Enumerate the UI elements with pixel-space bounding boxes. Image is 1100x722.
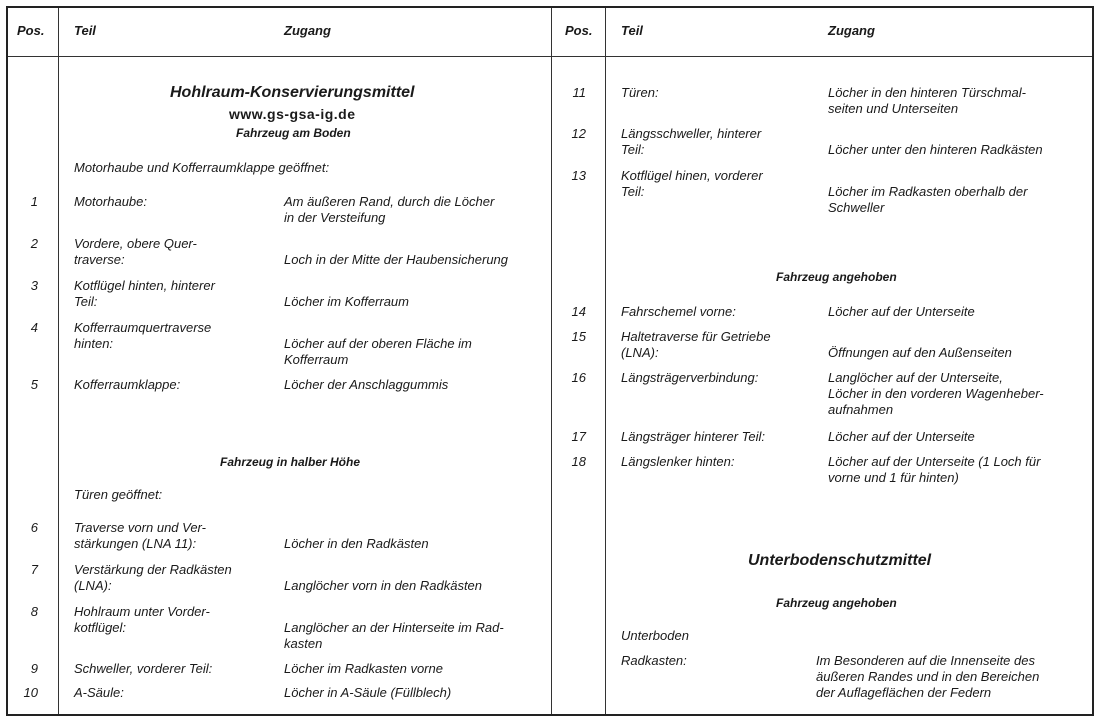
column-divider-center xyxy=(551,8,552,714)
zugang-text: seiten und Unterseiten xyxy=(828,101,959,116)
zugang-text: Löcher auf der Unterseite xyxy=(828,429,975,444)
zugang-text: Öffnungen auf den Außenseiten xyxy=(828,345,1012,360)
teil-text: stärkungen (LNA 11): xyxy=(74,536,197,551)
teil-text: traverse: xyxy=(74,252,125,267)
pos-number: 7 xyxy=(30,562,38,577)
teil-text: Hohlraum unter Vorder- xyxy=(74,604,210,619)
zugang-text: Löcher in den hinteren Türschmal- xyxy=(828,85,1026,100)
pos-number: 1 xyxy=(30,194,38,209)
pos-number: 16 xyxy=(571,370,586,385)
header-teil-right: Teil xyxy=(621,23,643,38)
column-divider-pos-left xyxy=(58,8,59,714)
pos-number: 4 xyxy=(30,320,38,335)
section-fahrzeug-halbe-hoehe: Fahrzeug in halber Höhe xyxy=(220,455,361,469)
pos-number: 12 xyxy=(571,126,586,141)
zugang-text: Löcher unter den hinteren Radkästen xyxy=(828,142,1043,157)
zugang-text: Löcher im Radkasten oberhalb der xyxy=(828,184,1028,199)
zugang-text: Am äußeren Rand, durch die Löcher xyxy=(284,194,495,209)
teil-text: Fahrschemel vorne: xyxy=(621,304,736,319)
teil-text: Türen: xyxy=(621,85,659,100)
teil-text: Kotflügel hinten, hinterer xyxy=(74,278,215,293)
pos-number: 15 xyxy=(571,329,586,344)
pos-number: 13 xyxy=(571,168,586,183)
teil-text: Teil: xyxy=(74,294,98,309)
pos-number: 18 xyxy=(571,454,586,469)
zugang-text: in der Versteifung xyxy=(284,210,386,225)
teil-text: Schweller, vorderer Teil: xyxy=(74,661,213,676)
zugang-text: Löcher der Anschlaggummis xyxy=(284,377,449,392)
header-pos-right: Pos. xyxy=(565,23,593,38)
teil-text: Kofferraumquertraverse xyxy=(74,320,212,335)
zugang-text: Löcher im Kofferraum xyxy=(284,294,409,309)
pos-number: 10 xyxy=(23,685,38,700)
teil-text: hinten: xyxy=(74,336,114,351)
zugang-text: Im Besonderen auf die Innenseite des xyxy=(816,653,1035,668)
teil-text: Längsträgerverbindung: xyxy=(621,370,759,385)
teil-text: (LNA): xyxy=(74,578,112,593)
zugang-text: der Auflageflächen der Federn xyxy=(816,685,992,700)
zugang-text: Langlöcher vorn in den Radkästen xyxy=(284,578,483,593)
website-url: www.gs-gsa-ig.de xyxy=(229,106,356,122)
pos-number: 3 xyxy=(30,278,38,293)
zugang-text: vorne und 1 für hinten) xyxy=(828,470,959,485)
title-hohlraum: Hohlraum-Konservierungsmittel xyxy=(170,84,415,101)
zugang-text: Löcher auf der Unterseite (1 Loch für xyxy=(828,454,1041,469)
teil-text: Längsschweller, hinterer xyxy=(621,126,762,141)
column-divider-pos-right xyxy=(605,8,606,714)
zugang-text: Loch in der Mitte der Haubensicherung xyxy=(284,252,509,267)
zugang-text: Löcher in den Radkästen xyxy=(284,536,429,551)
zugang-text: Langlöcher auf der Unterseite, xyxy=(828,370,1003,385)
pos-number: 11 xyxy=(572,85,586,100)
zugang-text: Löcher auf der oberen Fläche im xyxy=(284,336,472,351)
note-tueren-geoeffnet: Türen geöffnet: xyxy=(74,487,163,502)
pos-number: 8 xyxy=(30,604,38,619)
teil-text: Teil: xyxy=(621,142,645,157)
zugang-text: Schweller xyxy=(828,200,885,215)
header-divider xyxy=(8,56,1092,57)
teil-text: Traverse vorn und Ver- xyxy=(74,520,206,535)
zugang-text: kasten xyxy=(284,636,323,651)
document-page xyxy=(6,6,1094,716)
teil-text: Längsträger hinterer Teil: xyxy=(621,429,766,444)
header-teil-left: Teil xyxy=(74,23,96,38)
teil-text: Verstärkung der Radkästen xyxy=(74,562,232,577)
teil-text: A-Säule: xyxy=(74,685,124,700)
teil-text: Haltetraverse für Getriebe xyxy=(621,329,771,344)
zugang-text: aufnahmen xyxy=(828,402,894,417)
pos-number: 9 xyxy=(30,661,38,676)
zugang-text: Löcher in den vorderen Wagenheber- xyxy=(828,386,1044,401)
teil-text: Teil: xyxy=(621,184,645,199)
section-fahrzeug-angehoben-2: Fahrzeug angehoben xyxy=(776,596,897,610)
pos-number: 5 xyxy=(30,377,38,392)
teil-text: kotflügel: xyxy=(74,620,127,635)
note-hauben-geoeffnet: Motorhaube und Kofferraumklappe geöffnet: xyxy=(74,160,330,175)
teil-text: Kotflügel hinen, vorderer xyxy=(621,168,763,183)
pos-number: 14 xyxy=(571,304,586,319)
unterboden-label: Unterboden xyxy=(621,628,689,643)
section-fahrzeug-am-boden: Fahrzeug am Boden xyxy=(236,126,351,140)
header-pos-left: Pos. xyxy=(17,23,45,38)
section-fahrzeug-angehoben: Fahrzeug angehoben xyxy=(776,270,897,284)
zugang-text: Kofferraum xyxy=(284,352,349,367)
zugang-text: Löcher in A-Säule (Füllblech) xyxy=(284,685,452,700)
zugang-text: Löcher auf der Unterseite xyxy=(828,304,975,319)
teil-text: Kofferraumklappe: xyxy=(74,377,181,392)
pos-number: 6 xyxy=(30,520,38,535)
pos-number: 17 xyxy=(571,429,586,444)
zugang-text: Löcher im Radkasten vorne xyxy=(284,661,443,676)
pos-number: 2 xyxy=(30,236,38,251)
zugang-text: Langlöcher an der Hinterseite im Rad- xyxy=(284,620,504,635)
header-zugang-left: Zugang xyxy=(284,23,331,38)
header-zugang-right: Zugang xyxy=(828,23,875,38)
teil-text: (LNA): xyxy=(621,345,659,360)
teil-text: Motorhaube: xyxy=(74,194,147,209)
title-unterbodenschutz: Unterbodenschutzmittel xyxy=(748,552,932,569)
zugang-text: äußeren Randes und in den Bereichen xyxy=(816,669,1040,684)
teil-text: Längslenker hinten: xyxy=(621,454,735,469)
teil-text: Radkasten: xyxy=(621,653,687,668)
teil-text: Vordere, obere Quer- xyxy=(74,236,197,251)
